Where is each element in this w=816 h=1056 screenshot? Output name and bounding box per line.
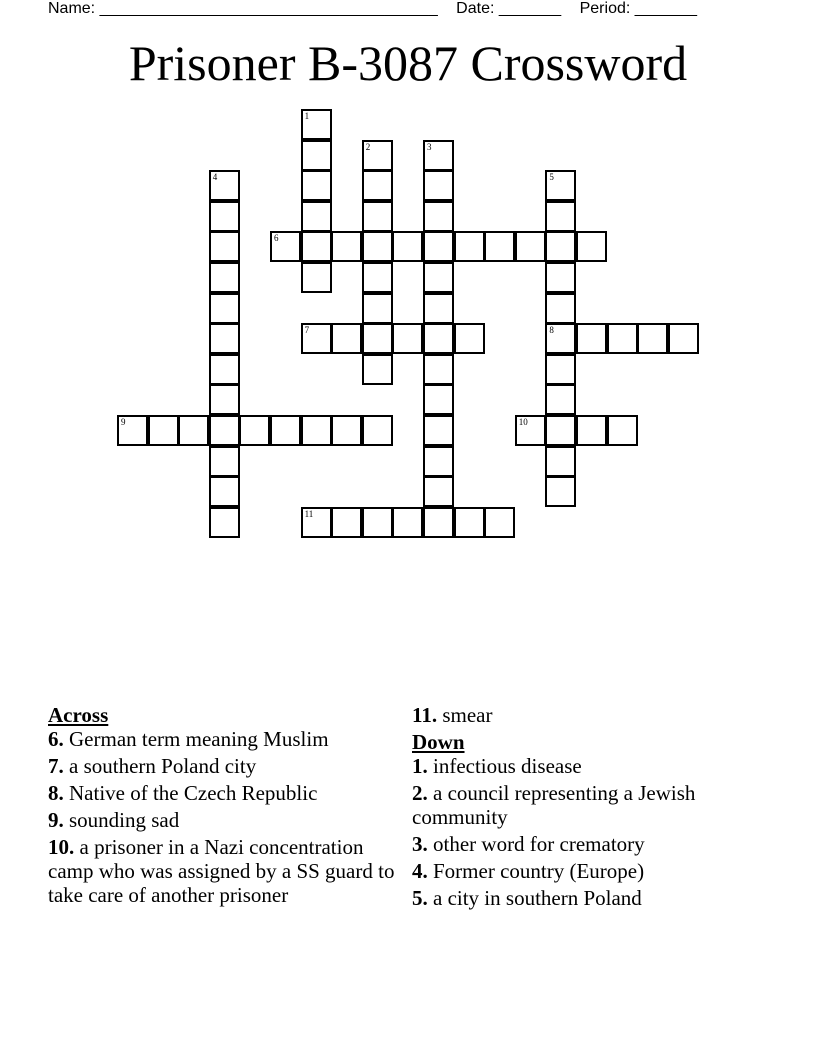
clue-text: a city in southern Poland: [433, 886, 642, 910]
crossword-cell[interactable]: [209, 507, 240, 538]
crossword-cell[interactable]: [423, 446, 454, 477]
crossword-cell[interactable]: [209, 323, 240, 354]
crossword-cell[interactable]: [362, 354, 393, 385]
down-clue-4: [412, 859, 712, 883]
crossword-cell[interactable]: [301, 323, 332, 354]
crossword-cell[interactable]: [484, 231, 515, 262]
across-clue-10: [48, 835, 398, 907]
crossword-cell[interactable]: [301, 109, 332, 140]
crossword-cell[interactable]: [209, 446, 240, 477]
date-field-label[interactable]: Date: _______: [456, 0, 562, 17]
across-clue-9: [48, 808, 398, 832]
crossword-cell[interactable]: [239, 415, 270, 446]
down-clue-3: [412, 832, 712, 856]
crossword-cell[interactable]: [392, 231, 423, 262]
clue-number-label: 10: [518, 417, 528, 427]
crossword-cell[interactable]: [209, 384, 240, 415]
clue-number-label: 7: [304, 325, 310, 336]
crossword-cell[interactable]: [301, 201, 332, 232]
clue-text: infectious disease: [433, 754, 582, 778]
clue-text: smear: [442, 703, 493, 727]
crossword-cell[interactable]: [576, 323, 607, 354]
clue-number: 10.: [48, 835, 75, 859]
crossword-cell[interactable]: [576, 231, 607, 262]
crossword-cell[interactable]: [148, 415, 179, 446]
clue-number-label: 9: [121, 417, 126, 427]
crossword-cell[interactable]: [392, 507, 423, 538]
crossword-cell[interactable]: [423, 231, 454, 262]
crossword-cell[interactable]: [362, 293, 393, 324]
crossword-cell[interactable]: [423, 354, 454, 385]
crossword-cell[interactable]: [301, 170, 332, 201]
crossword-cell[interactable]: [545, 170, 576, 201]
crossword-cell[interactable]: [423, 507, 454, 538]
page-title: Prisoner B-3087 Crossword: [128, 35, 688, 91]
crossword-cell[interactable]: [362, 415, 393, 446]
crossword-cell[interactable]: [362, 201, 393, 232]
crossword-cell[interactable]: [301, 262, 332, 293]
crossword-cell[interactable]: [423, 201, 454, 232]
clue-text: a council representing a Jewish community: [412, 781, 696, 829]
down-clue-2: [412, 781, 712, 829]
crossword-cell[interactable]: [331, 323, 362, 354]
across-clue-7: [48, 754, 398, 778]
clue-number-label: 8: [549, 325, 554, 336]
crossword-cell[interactable]: [423, 170, 454, 201]
crossword-cell[interactable]: [423, 415, 454, 446]
crossword-cell[interactable]: [515, 231, 546, 262]
clue-number: 4.: [412, 859, 428, 883]
clue-number-label: 3: [427, 141, 432, 152]
crossword-cell[interactable]: [545, 323, 576, 354]
clue-text: Former country (Europe): [433, 859, 645, 883]
crossword-cell[interactable]: [545, 201, 576, 232]
clues-column-right: [412, 703, 712, 913]
crossword-cell[interactable]: [545, 476, 576, 507]
crossword-cell[interactable]: [423, 262, 454, 293]
crossword-cell[interactable]: [362, 231, 393, 262]
clue-text: a prisoner in a Nazi concentration camp who was assigned by a SS guard to take care of another prisoner: [48, 835, 395, 907]
clue-number: 7.: [48, 754, 64, 778]
crossword-cell[interactable]: [331, 507, 362, 538]
crossword-cell[interactable]: [515, 415, 546, 446]
crossword-cell[interactable]: [209, 293, 240, 324]
crossword-cell[interactable]: [209, 231, 240, 262]
clues-column-left: [48, 703, 398, 910]
crossword-cell[interactable]: [607, 323, 638, 354]
crossword-cell[interactable]: [301, 415, 332, 446]
across-heading: Across: [48, 703, 109, 727]
crossword-cell[interactable]: [484, 507, 515, 538]
clue-number-label: 4: [212, 172, 218, 183]
crossword-cell[interactable]: [392, 323, 423, 354]
crossword-cell[interactable]: [637, 323, 668, 354]
crossword-cell[interactable]: [331, 415, 362, 446]
across-clue-6: [48, 727, 398, 751]
crossword-cell[interactable]: [301, 140, 332, 171]
name-field-label[interactable]: Name: ______________________________________: [48, 0, 438, 17]
crossword-cell[interactable]: [362, 507, 393, 538]
clue-number: 11.: [412, 703, 438, 727]
crossword-cell[interactable]: [301, 231, 332, 262]
crossword-cell[interactable]: [362, 170, 393, 201]
clue-number-label: 5: [549, 172, 554, 183]
crossword-cell[interactable]: [454, 507, 485, 538]
crossword-cell[interactable]: [117, 415, 148, 446]
clue-number: 3.: [412, 832, 428, 856]
clue-text: a southern Poland city: [69, 754, 257, 778]
crossword-cell[interactable]: [423, 323, 454, 354]
clue-number: 8.: [48, 781, 64, 805]
clue-number-label: 6: [274, 233, 279, 244]
period-field-label[interactable]: Period: _______: [579, 0, 698, 17]
crossword-cell[interactable]: [362, 323, 393, 354]
across-clue-8: [48, 781, 398, 805]
crossword-cell[interactable]: [270, 415, 301, 446]
crossword-cell[interactable]: [209, 201, 240, 232]
crossword-cell[interactable]: [362, 140, 393, 171]
crossword-cell[interactable]: [545, 446, 576, 477]
clue-number-label: 11: [304, 508, 314, 519]
crossword-cell[interactable]: [545, 231, 576, 262]
clue-text: other word for crematory: [433, 832, 645, 856]
crossword-cell[interactable]: [362, 262, 393, 293]
crossword-cell[interactable]: [178, 415, 209, 446]
crossword-cell[interactable]: [423, 140, 454, 171]
across-clue-11: [412, 703, 712, 727]
clue-number: 5.: [412, 886, 428, 910]
crossword-cell[interactable]: [454, 231, 485, 262]
clue-number-label: 1: [304, 111, 310, 121]
clue-number: 9.: [48, 808, 64, 832]
clue-number-label: 2: [365, 141, 371, 152]
down-clue-5: [412, 886, 712, 910]
crossword-cell[interactable]: [423, 384, 454, 415]
down-heading: Down: [412, 730, 465, 754]
crossword-cell[interactable]: [576, 415, 607, 446]
crossword-cell[interactable]: [454, 323, 485, 354]
down-clue-1: [412, 754, 712, 778]
crossword-cell[interactable]: [209, 354, 240, 385]
crossword-cell[interactable]: [545, 354, 576, 385]
crossword-cell[interactable]: [545, 384, 576, 415]
crossword-cell[interactable]: [209, 476, 240, 507]
crossword-cell[interactable]: [209, 262, 240, 293]
crossword-cell[interactable]: [545, 293, 576, 324]
crossword-cell[interactable]: [209, 415, 240, 446]
crossword-cell[interactable]: [545, 262, 576, 293]
crossword-cell[interactable]: [423, 293, 454, 324]
crossword-cell[interactable]: [607, 415, 638, 446]
clue-text: sounding sad: [69, 808, 180, 832]
clue-number: 1.: [412, 754, 428, 778]
crossword-cell[interactable]: [301, 507, 332, 538]
crossword-cell[interactable]: [331, 231, 362, 262]
crossword-cell[interactable]: [270, 231, 301, 262]
clue-text: German term meaning Muslim: [69, 727, 329, 751]
clue-text: Native of the Czech Republic: [69, 781, 318, 805]
clue-number: 6.: [48, 727, 64, 751]
clue-number: 2.: [412, 781, 428, 805]
crossword-cell[interactable]: [668, 323, 699, 354]
crossword-cell[interactable]: [545, 415, 576, 446]
crossword-cell[interactable]: [209, 170, 240, 201]
crossword-cell[interactable]: [423, 476, 454, 507]
